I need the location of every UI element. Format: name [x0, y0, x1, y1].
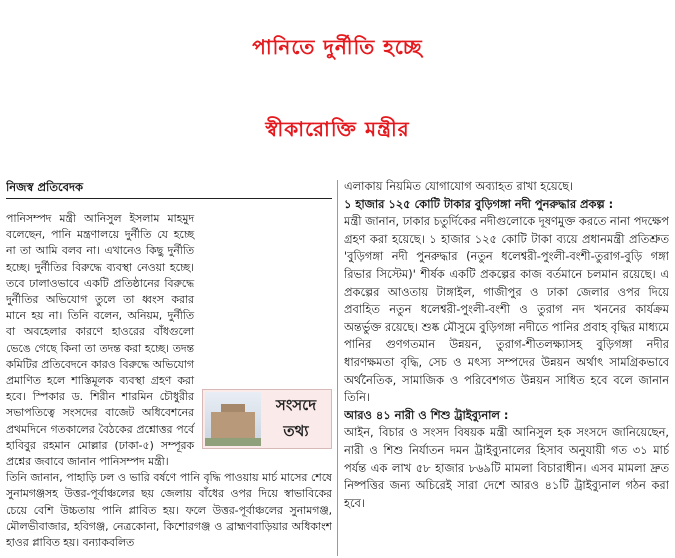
- headline-line-2: স্বীকারোক্তি মন্ত্রীর: [265, 117, 410, 141]
- inset-title-line-1: সংসদে: [275, 396, 317, 414]
- left-column: [6, 178, 332, 556]
- subheading-buriganga-project: ১ হাজার ১২৫ কোটি টাকার বুড়িগঙ্গা নদী পুনরুদ্ধার প্রকল্প :: [344, 196, 614, 211]
- inset-title: [263, 392, 329, 444]
- left-paragraph-2: তিনি জানান, পাহাড়ি ঢল ও ভারি বর্ষণে পানি বৃদ্ধি পাওয়ায় মার্চ মাসের শেষে সুনামগঞ্জসহ উত্তর-পূর্বাঞ্চলের ছয় জেলায় বাঁধের ওপর দিয়ে স্বাভাবিকের চেয়ে বেশি উচ্চতায় পানি প্লাবিত হয়। ফলে উত্তর-পূর্বাঞ্চলের সুনামগঞ্জ, মৌলভীবাজার, হবিগঞ্জ, নেত্রকোনা, কিশোরগঞ্জ ও ব্রাহ্মণবাড়িয়ার অধিকাংশ হাওর প্লাবিত হয়। বন্যাকবলিত: [6, 471, 332, 550]
- building-body-shape: [211, 412, 255, 438]
- byline: নিজস্ব প্রতিবেদক: [6, 178, 332, 199]
- right-paragraph-2: মন্ত্রী জানান, ঢাকার চতুর্দিকের নদীগুলোকে দূষণমুক্ত করতে নানা পদক্ষেপ গ্রহণ করা হয়েছে। ১ হাজার ১২৫ কোটি টাকা ব্যয়ে প্রধানমন্ত্রী প্রতিশ্রুত 'বুড়িগঙ্গা নদী পুনরুদ্ধার (নতুন ধলেশ্বরী-পুংলী-বংশী-তুরাগ-বুড়ি গঙ্গা রিভার সিস্টেম)' শীর্ষক একটি প্রকল্পের কাজ বর্তমানে চলমান রয়েছে। এ প্রকল্পের আওতায় টাঙ্গাইল, গাজীপুর ও ঢাকা জেলার ওপর দিয়ে প্রবাহিত নতুন ধলেশ্বরী-পুংলী-বংশী ও তুরাগ নদ খননের কার্যক্রম অন্তর্ভুক্ত রয়েছে। শুষ্ক মৌসুমে বুড়িগঙ্গা নদীতে পানির প্রবাহ বৃদ্ধির মাধ্যমে পানির গুণগতমান উন্নয়ন, তুরাগ-শীতলক্ষ্যাসহ বুড়িগঙ্গা নদীর ধারণক্ষমতা বৃদ্ধি, সেচ ও মৎস্য সম্পদের উন্নয়ন অর্থাৎ সামগ্রিকভাবে অর্থনৈতিক, সামাজিক ও পরিবেশগত উন্নয়ন সাধিত হবে বলে জানান তিনি।: [344, 214, 669, 405]
- right-column: [344, 178, 669, 556]
- inset-title-line-2: তথ্য: [283, 422, 309, 440]
- column-divider: [337, 180, 338, 556]
- ground-shape: [205, 438, 261, 446]
- subheading-tribunal: আরও ৪১ নারী ও শিশু ট্রাইব্যুনাল :: [344, 407, 509, 422]
- left-paragraph-1: পানিসম্পদ মন্ত্রী আনিসুল ইসলাম মাহমুদ বলেছেন, পানি মন্ত্রণালয়ে দুর্নীতি যে হচ্ছে না তা আমি বলব না। এখানেও কিছু দুর্নীতি হচ্ছে। দুর্নীতির বিরুদ্ধে ব্যবস্থা নেওয়া হচ্ছে। তবে ঢালাওভাবে একটি প্রতিষ্ঠানের বিরুদ্ধে দুর্নীতির অভিযোগ তুলে তা ধ্বংস করার মানে হয় না। তিনি বলেন, অনিয়ম, দুর্নীতি বা অবহেলার কারণে হাওরের বাঁধগুলো ভেঙে গেছে কিনা তা তদন্ত করা হচ্ছে। তদন্ত কমিটির প্রতিবেদনে কারও বিরুদ্ধে অভিযোগ প্রমাণিত হলে শাস্তিমূলক ব্যবস্থা গ্রহণ করা হবে। স্পিকার ড. শিরীন শারমিন চৌধুরীর সভাপতিত্বে সংসদের বাজেট অধিবেশনের প্রথমদিনে গতকালের বৈঠকের প্রশ্নোত্তর পর্বে হাবিবুর রহমান মোল্লার (ঢাকা-৫) সম্পূরক প্রশ্নের জবাবে জানান পানিসম্পদ মন্ত্রী।: [6, 212, 194, 469]
- right-paragraph-3: আইন, বিচার ও সংসদ বিষয়ক মন্ত্রী আনিসুল হক সংসদে জানিয়েছেন, নারী ও শিশু নির্যাতন দমন ট্রাইব্যুনালের হিসাব অনুযায়ী গত ৩১ মার্চ পর্যন্ত এক লাখ ৫৮ হাজার ৮৬৯টি মামলা বিচারাধীন। এসব মামলা দ্রুত নিষ্পত্তির জন্য অচিরেই সারা দেশে আরও ৪১টি ট্রাইব্যুনাল গঠন করা হবে।: [344, 425, 669, 510]
- headline-line-1: পানিতে দুর্নীতি হচ্ছে: [252, 35, 423, 59]
- right-paragraph-1: এলাকায় নিয়মিত যোগাযোগ অব্যাহত রাখা হয়েছে।: [344, 179, 574, 193]
- parliament-building-photo: [205, 392, 261, 446]
- parliament-info-inset: [202, 389, 332, 449]
- headline: [0, 0, 675, 180]
